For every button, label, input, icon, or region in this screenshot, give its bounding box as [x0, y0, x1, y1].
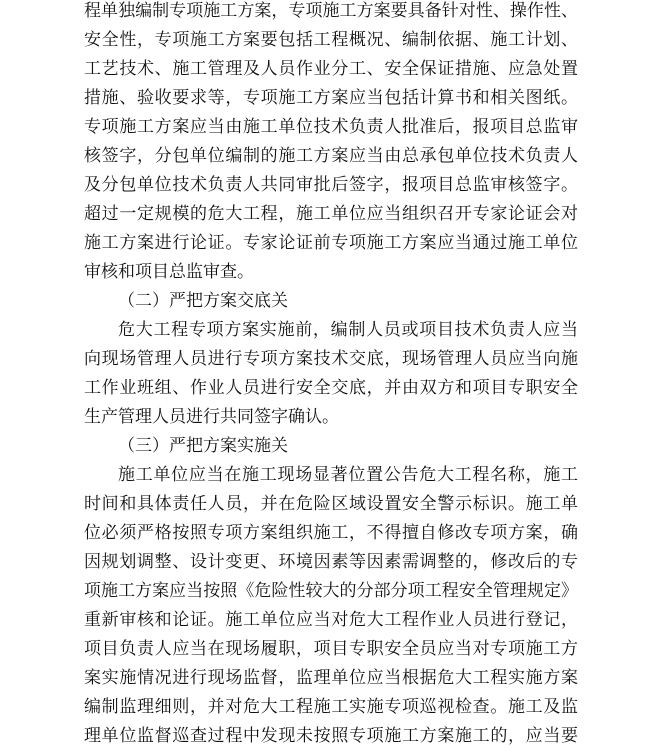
- text-line: 措施、验收要求等，专项施工方案应当包括计算书和相关图纸。: [84, 88, 578, 108]
- text-line: 施工方案进行论证。专家论证前专项施工方案应当通过施工单位: [84, 233, 578, 253]
- text-line: 及分包单位技术负责人共同审批后签字，报项目总监审核签字。: [84, 175, 578, 195]
- text-line: 专项施工方案应当由施工单位技术负责人批准后，报项目总监审: [84, 117, 578, 137]
- text-line: 工作业班组、作业人员进行安全交底，并由双方和项目专职安全: [84, 378, 578, 398]
- text-line: 项施工方案应当按照《危险性较大的分部分项工程安全管理规定》: [84, 581, 578, 601]
- text-line: 工艺技术、施工管理及人员作业分工、安全保证措施、应急处置: [84, 59, 578, 79]
- text-line: 危大工程专项方案实施前，编制人员或项目技术负责人应当: [118, 320, 578, 340]
- text-line: 程单独编制专项施工方案，专项施工方案要具备针对性、操作性、: [84, 1, 578, 21]
- text-line: 项目负责人应当在现场履职，项目专职安全员应当对专项施工方: [84, 639, 578, 659]
- text-line: 因规划调整、设计变更、环境因素等因素需调整的，修改后的专: [84, 552, 578, 572]
- section-heading: （三）严把方案实施关: [118, 436, 288, 456]
- text-line: 安全性，专项施工方案要包括工程概况、编制依据、施工计划、: [84, 30, 578, 50]
- text-line: 编制监理细则，并对危大工程施工实施专项巡视检查。施工及监: [84, 697, 578, 717]
- text-line: 时间和具体责任人员，并在危险区域设置安全警示标识。施工单: [84, 494, 578, 514]
- text-line: 核签字，分包单位编制的施工方案应当由总承包单位技术负责人: [84, 146, 578, 166]
- text-line: 案实施情况进行现场监督，监理单位应当根据危大工程实施方案: [84, 668, 578, 688]
- document-page: [84, 0, 578, 751]
- text-line: 理单位监督巡查过程中发现未按照专项施工方案施工的，应当要: [84, 726, 578, 746]
- section-heading: （二）严把方案交底关: [118, 291, 288, 311]
- text-line: 向现场管理人员进行专项方案技术交底，现场管理人员应当向施: [84, 349, 578, 369]
- text-line: 重新审核和论证。施工单位应当对危大工程作业人员进行登记，: [84, 610, 578, 630]
- text-line: 施工单位应当在施工现场显著位置公告危大工程名称，施工: [118, 465, 578, 485]
- text-line: 生产管理人员进行共同签字确认。: [84, 407, 339, 427]
- text-line: 位必须严格按照专项方案组织施工，不得擅自修改专项方案，确: [84, 523, 578, 543]
- text-line: 超过一定规模的危大工程，施工单位应当组织召开专家论证会对: [84, 204, 578, 224]
- text-line: 审核和项目总监审查。: [84, 262, 254, 282]
